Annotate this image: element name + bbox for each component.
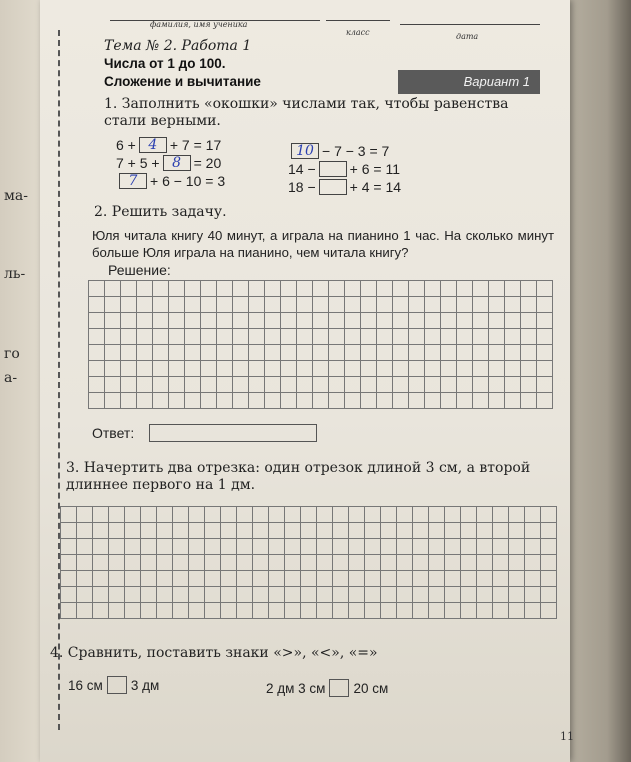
page-number: 11 — [560, 730, 574, 743]
date-caption: дата — [456, 32, 479, 41]
answer-input-box[interactable] — [149, 424, 317, 442]
topic-line: Тема № 2. Работа 1 — [104, 38, 252, 54]
subtitle-operations: Сложение и вычитание — [104, 74, 261, 89]
task3-title: 3. Начертить два отрезка: один отрезок длиной 3 см, а второй длиннее первого на 1 дм. — [66, 460, 531, 493]
comparison-sign-box[interactable] — [107, 676, 127, 694]
date-line[interactable] — [400, 24, 540, 25]
class-line[interactable] — [326, 20, 390, 21]
comparison-sign-box[interactable] — [329, 679, 349, 697]
side-fragment: ль- — [4, 266, 26, 282]
equation-right-1: 10 − 7 − 3 = 7 — [288, 142, 389, 160]
equation-left-3: 7 + 6 − 10 = 3 — [116, 172, 225, 190]
side-fragment: ма- — [4, 188, 28, 204]
subtitle-numbers: Числа от 1 до 100. — [104, 56, 226, 71]
cut-line — [58, 30, 60, 730]
side-fragment: го — [4, 346, 20, 362]
task2-title: 2. Решить задачу. — [94, 204, 227, 220]
answer-box[interactable] — [319, 179, 347, 195]
equation-right-3: 18 − + 4 = 14 — [288, 179, 402, 195]
solution-label: Решение: — [108, 262, 171, 278]
answer-box[interactable] — [319, 161, 347, 177]
side-fragment: а- — [4, 370, 18, 386]
task1-title: 1. Заполнить «окошки» числами так, чтобы равенства стали верными. — [104, 96, 509, 129]
comparison-2: 2 дм 3 см 20 см — [266, 680, 389, 696]
answer-label: Ответ: — [92, 425, 135, 441]
equation-left-1: 6 + 4 + 7 = 17 — [116, 137, 222, 153]
answer-box[interactable]: 7 — [119, 173, 147, 189]
student-caption: фамилия, имя ученика — [150, 20, 248, 29]
task4-title: 4. Сравнить, поставить знаки «>», «<», «=» — [50, 645, 378, 661]
equation-left-2: 7 + 5 + 8 = 20 — [116, 155, 222, 171]
comparison-1: 16 см 3 дм — [68, 677, 160, 693]
answer-box[interactable]: 4 — [139, 137, 167, 153]
class-caption: класс — [346, 28, 370, 37]
solution-grid[interactable] — [88, 280, 553, 409]
answer-box[interactable]: 8 — [163, 155, 191, 171]
answer-box[interactable]: 10 — [291, 143, 319, 159]
equation-right-2: 14 − + 6 = 11 — [288, 161, 400, 177]
task2-problem-text: Юля читала книгу 40 минут, а играла на пианино 1 час. На сколько минут больше Юля играла на пианино, чем читала книгу? — [92, 228, 554, 260]
drawing-grid[interactable] — [60, 506, 557, 619]
variant-badge: Вариант 1 — [398, 70, 540, 94]
